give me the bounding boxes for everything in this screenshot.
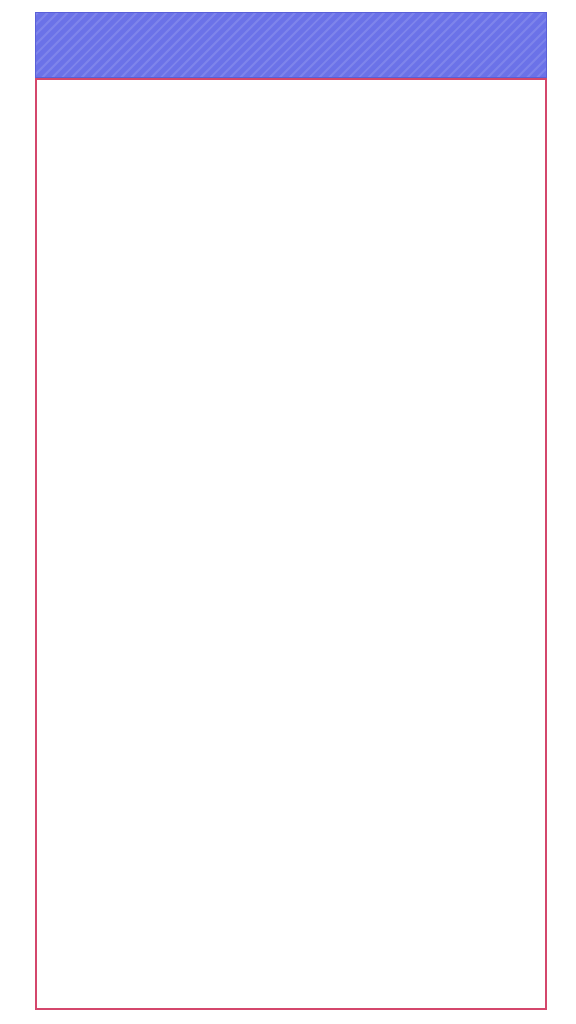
author-handle (2, 330, 36, 700)
procedure-table (35, 78, 547, 1010)
title-banner (35, 12, 547, 78)
